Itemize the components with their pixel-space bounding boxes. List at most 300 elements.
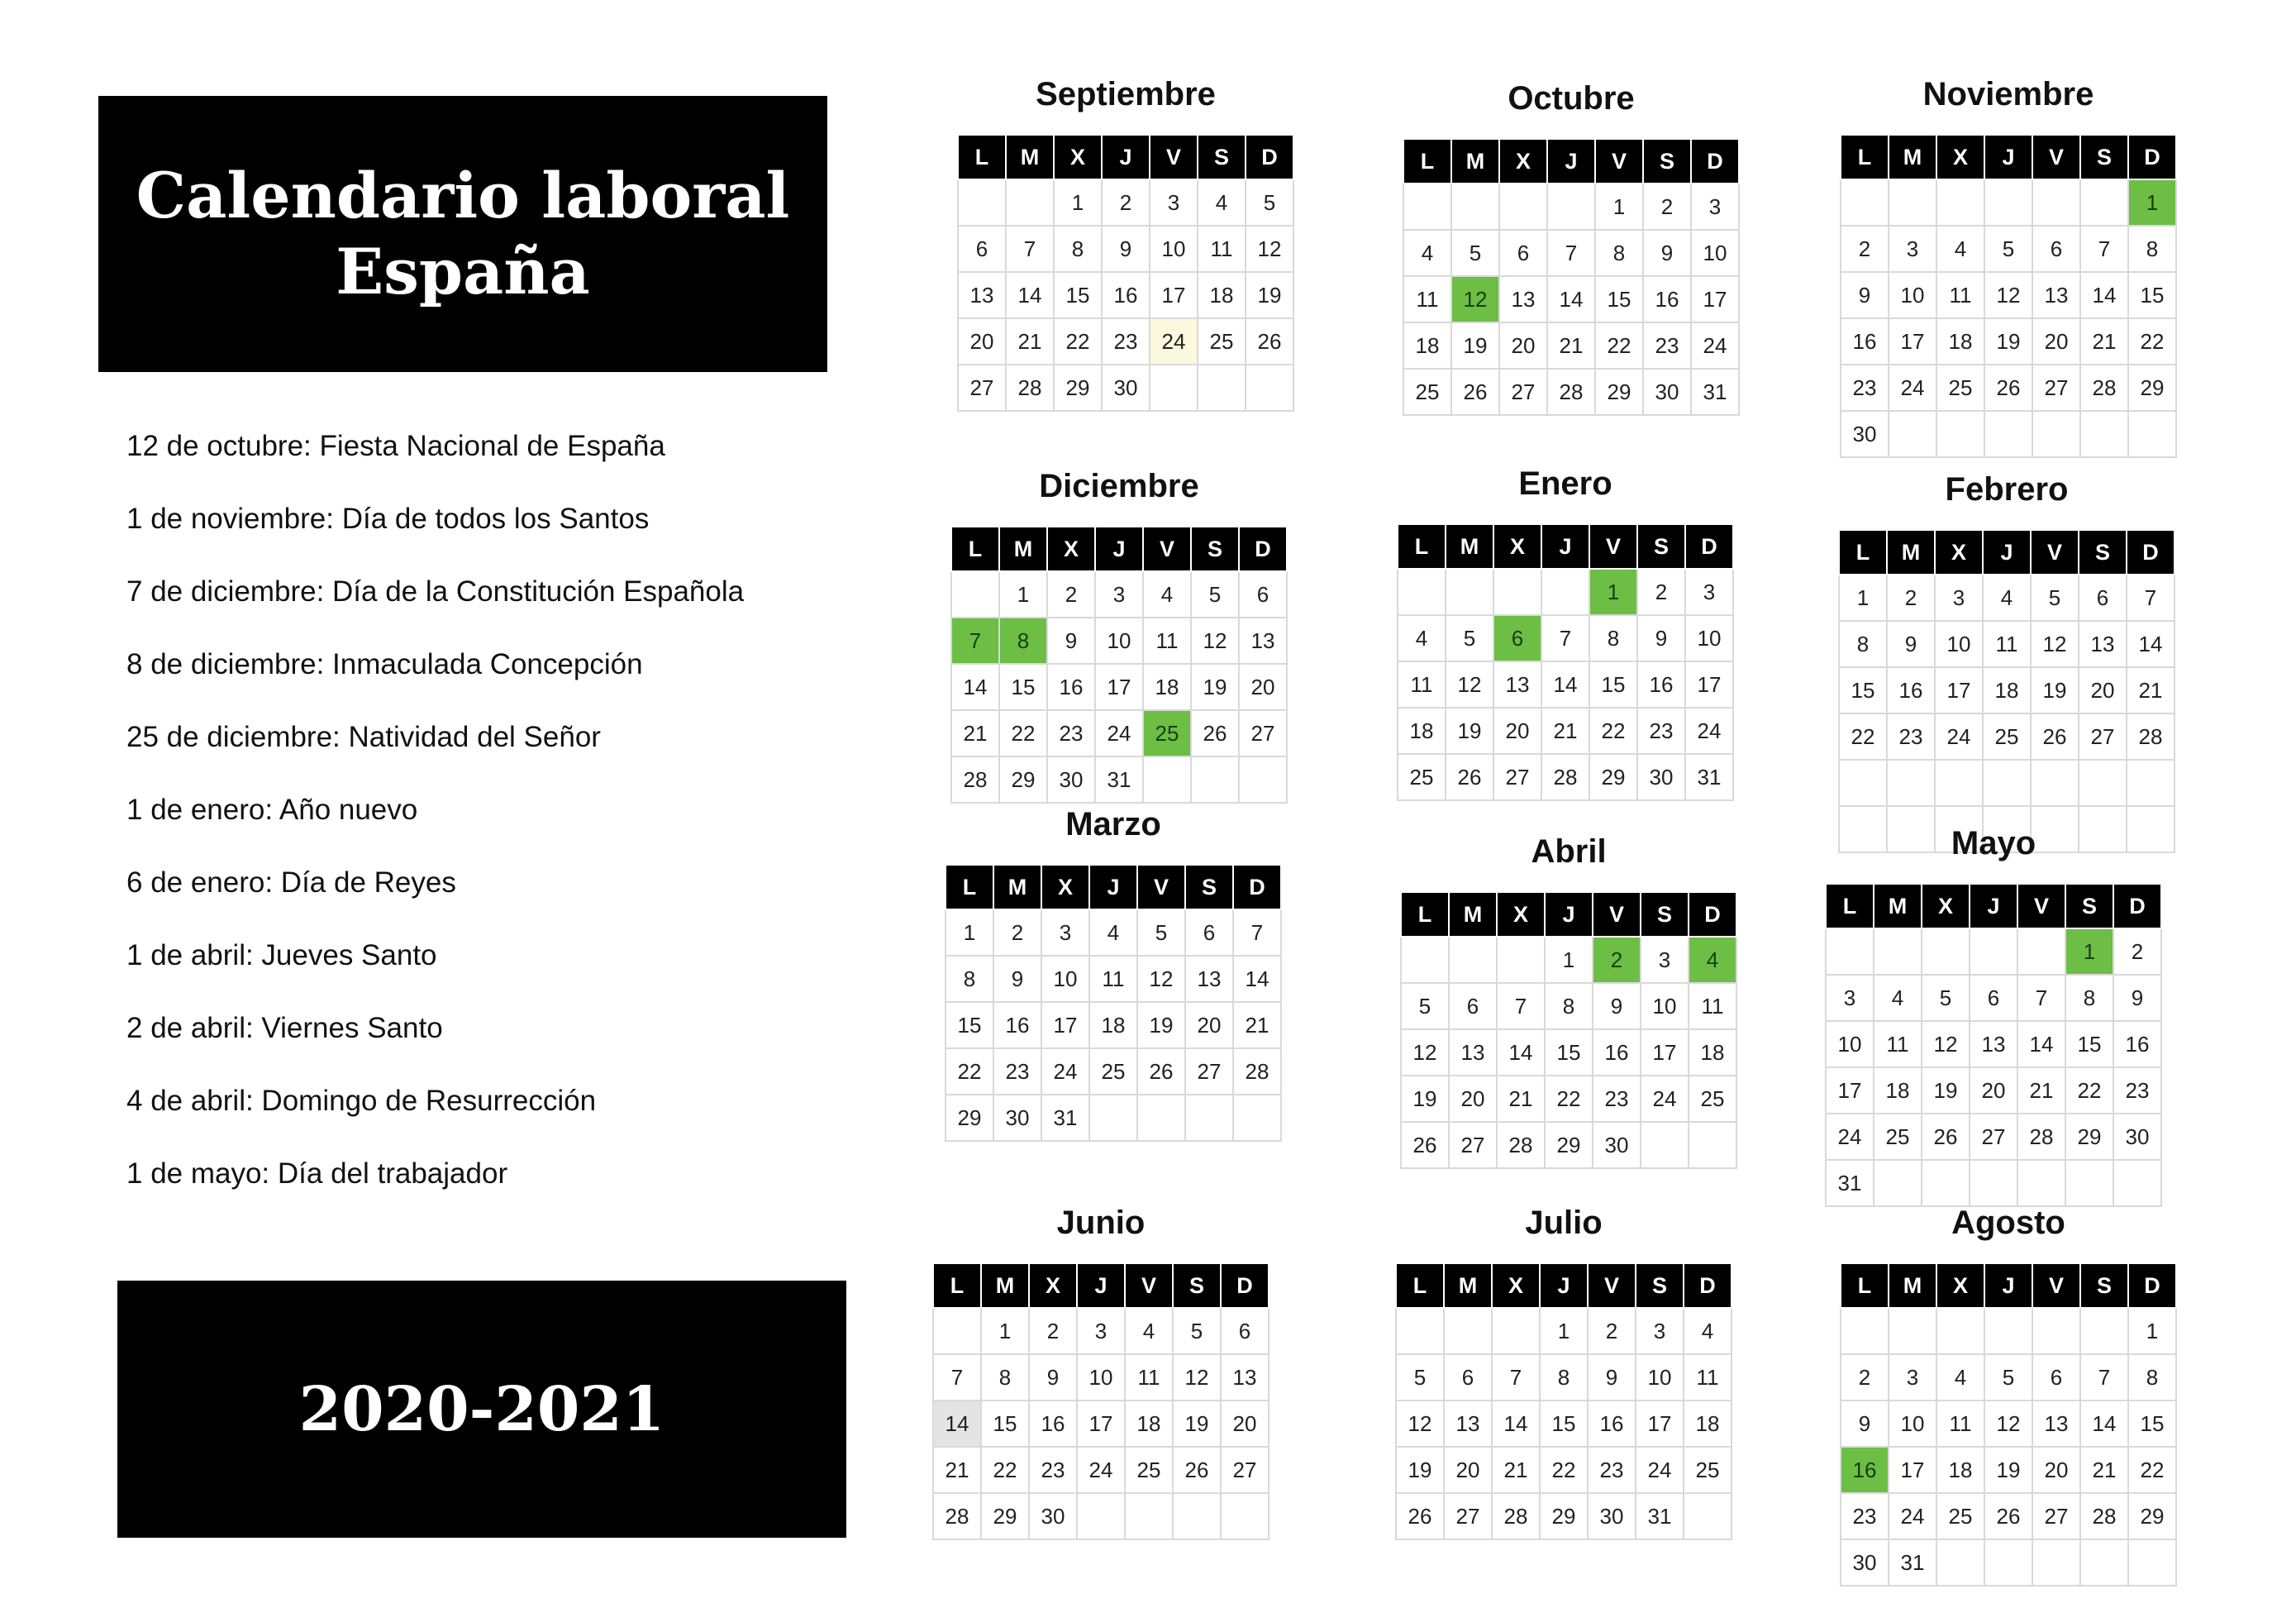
week-row: [1841, 1493, 2176, 1539]
day-cell: 1: [2128, 179, 2176, 226]
month-calendar: [1395, 1205, 1732, 1540]
day-cell: 19: [1446, 708, 1493, 754]
day-cell: 15: [1540, 1400, 1588, 1447]
month-calendar: [950, 468, 1288, 804]
day-cell: 23: [1102, 318, 1150, 365]
day-cell: 4: [1198, 179, 1246, 226]
weekday-label: D: [1691, 139, 1739, 184]
month-grid: [1397, 523, 1734, 801]
day-cell: 18: [1403, 322, 1451, 369]
week-row: [1398, 569, 1733, 615]
day-cell: 21: [1492, 1447, 1540, 1493]
weekday-label: J: [1077, 1263, 1125, 1308]
week-row: [1826, 1021, 2161, 1067]
day-cell: 20: [1493, 708, 1541, 754]
day-cell: 26: [1446, 754, 1493, 800]
empty-cell: [1874, 1160, 1922, 1206]
day-cell: 7: [933, 1354, 981, 1400]
day-cell: 28: [1492, 1493, 1540, 1539]
day-cell: 5: [1191, 571, 1239, 618]
day-cell: 19: [1137, 1002, 1185, 1048]
month-calendar: [1838, 471, 2175, 853]
empty-cell: [1922, 928, 1970, 975]
day-cell: 28: [2080, 1493, 2128, 1539]
day-cell: 8: [1054, 226, 1102, 272]
day-cell: 20: [1185, 1002, 1233, 1048]
empty-cell: [1191, 756, 1239, 803]
weekday-label: D: [1684, 1263, 1732, 1308]
empty-cell: [1150, 365, 1198, 411]
month-grid: [1840, 1262, 2177, 1587]
empty-cell: [1841, 1308, 1889, 1354]
weekday-label: D: [1239, 527, 1287, 571]
day-cell: 3: [1691, 184, 1739, 230]
day-cell: 5: [1401, 983, 1449, 1029]
empty-cell: [2032, 179, 2080, 226]
holiday-item: 25 de diciembre: Natividad del Señor: [126, 721, 601, 753]
day-cell: 12: [1396, 1400, 1444, 1447]
day-cell: 23: [1588, 1447, 1636, 1493]
day-cell: 4: [1983, 575, 2031, 621]
weekday-label: L: [933, 1263, 981, 1308]
empty-cell: [1841, 179, 1889, 226]
month-grid: [932, 1262, 1269, 1540]
day-cell: 25: [1689, 1076, 1736, 1122]
empty-cell: [1137, 1095, 1185, 1141]
day-cell: 8: [1595, 230, 1643, 276]
month-calendar: [957, 76, 1294, 412]
day-cell: 19: [1922, 1067, 1970, 1114]
day-cell: 25: [1936, 1493, 1984, 1539]
day-cell: 24: [1150, 318, 1198, 365]
month-name: Julio: [1525, 1205, 1603, 1241]
month-grid: [945, 864, 1282, 1142]
weekday-label: S: [1191, 527, 1239, 571]
week-row: [1403, 184, 1739, 230]
weekday-label: V: [2017, 884, 2065, 928]
day-cell: 10: [1041, 956, 1089, 1002]
day-cell: 1: [1054, 179, 1102, 226]
empty-cell: [1936, 179, 1984, 226]
day-cell: 20: [2032, 1447, 2080, 1493]
day-cell: 27: [1239, 710, 1287, 756]
day-cell: 24: [1636, 1447, 1684, 1493]
day-cell: 14: [1541, 661, 1589, 708]
weekday-header-row: [1396, 1263, 1732, 1308]
day-cell: 22: [2128, 1447, 2176, 1493]
empty-cell: [1839, 760, 1887, 806]
day-cell: 7: [1497, 983, 1545, 1029]
day-cell: 15: [999, 664, 1047, 710]
empty-cell: [1403, 184, 1451, 230]
day-cell: 8: [1839, 621, 1887, 667]
title-line-1: Calendario laboral: [136, 159, 790, 232]
month-grid: [1403, 138, 1740, 416]
day-cell: 31: [1889, 1539, 1936, 1586]
day-cell: 3: [1636, 1308, 1684, 1354]
day-cell: 17: [1826, 1067, 1874, 1114]
day-cell: 14: [1492, 1400, 1540, 1447]
day-cell: 11: [1936, 272, 1984, 318]
day-cell: 8: [1589, 615, 1637, 661]
holiday-item: 7 de diciembre: Día de la Constitución Española: [126, 575, 745, 608]
day-cell: 10: [1935, 621, 1983, 667]
month-name: Abril: [1531, 833, 1607, 870]
day-cell: 16: [1047, 664, 1095, 710]
weekday-label: L: [946, 865, 993, 909]
month-calendar: [1840, 1205, 2177, 1587]
weekday-label: L: [958, 135, 1006, 179]
weekday-label: S: [2065, 884, 2113, 928]
day-cell: 10: [1691, 230, 1739, 276]
empty-cell: [1499, 184, 1547, 230]
day-cell: 2: [2113, 928, 2161, 975]
day-cell: 4: [1143, 571, 1191, 618]
day-cell: 19: [1984, 1447, 2032, 1493]
weekday-label: X: [1041, 865, 1089, 909]
day-cell: 22: [1839, 713, 1887, 760]
day-cell: 13: [958, 272, 1006, 318]
week-row: [1398, 754, 1733, 800]
day-cell: 21: [1541, 708, 1589, 754]
day-cell: 25: [1936, 365, 1984, 411]
week-row: [951, 571, 1287, 618]
day-cell: 10: [1685, 615, 1733, 661]
weekday-header-row: [946, 865, 1281, 909]
weekday-label: X: [1935, 530, 1983, 575]
day-cell: 22: [981, 1447, 1029, 1493]
week-row: [1403, 369, 1739, 415]
weekday-label: S: [2080, 135, 2128, 179]
weekday-label: X: [1922, 884, 1970, 928]
day-cell: 8: [2128, 226, 2176, 272]
week-row: [1841, 179, 2176, 226]
weekday-label: M: [1449, 892, 1497, 937]
empty-cell: [1641, 1122, 1689, 1168]
weekday-label: M: [1446, 524, 1493, 569]
day-cell: 12: [1984, 272, 2032, 318]
day-cell: 15: [2128, 272, 2176, 318]
day-cell: 17: [1641, 1029, 1689, 1076]
weekday-header-row: [1826, 884, 2161, 928]
weekday-label: D: [2128, 1263, 2176, 1308]
day-cell: 12: [2031, 621, 2079, 667]
day-cell: 2: [1102, 179, 1150, 226]
day-cell: 18: [1689, 1029, 1736, 1076]
day-cell: 8: [981, 1354, 1029, 1400]
empty-cell: [1497, 937, 1545, 983]
day-cell: 26: [1984, 1493, 2032, 1539]
day-cell: 8: [2128, 1354, 2176, 1400]
weekday-label: J: [1102, 135, 1150, 179]
holiday-item: 1 de abril: Jueves Santo: [126, 939, 437, 971]
day-cell: 21: [1497, 1076, 1545, 1122]
holiday-item: 1 de enero: Año nuevo: [126, 794, 418, 826]
day-cell: 7: [2127, 575, 2175, 621]
day-cell: 6: [1185, 909, 1233, 956]
day-cell: 12: [1922, 1021, 1970, 1067]
day-cell: 24: [1826, 1114, 1874, 1160]
day-cell: 23: [1593, 1076, 1641, 1122]
day-cell: 13: [1449, 1029, 1497, 1076]
day-cell: 9: [993, 956, 1041, 1002]
day-cell: 26: [1451, 369, 1499, 415]
day-cell: 10: [1095, 618, 1143, 664]
weekday-label: D: [2113, 884, 2161, 928]
month-grid: [950, 526, 1288, 804]
weekday-label: V: [1589, 524, 1637, 569]
empty-cell: [1922, 1160, 1970, 1206]
weekday-label: X: [1029, 1263, 1077, 1308]
week-row: [1403, 276, 1739, 322]
day-cell: 26: [1137, 1048, 1185, 1095]
weekday-label: J: [1983, 530, 2031, 575]
month-calendar: [1403, 80, 1740, 416]
day-cell: 11: [1089, 956, 1137, 1002]
title-box: [98, 96, 827, 372]
day-cell: 12: [1984, 1400, 2032, 1447]
empty-cell: [1936, 411, 1984, 457]
empty-cell: [2017, 1160, 2065, 1206]
empty-cell: [2080, 411, 2128, 457]
day-cell: 4: [1936, 226, 1984, 272]
weekday-header-row: [933, 1263, 1269, 1308]
day-cell: 10: [1150, 226, 1198, 272]
day-cell: 21: [1547, 322, 1595, 369]
day-cell: 22: [2065, 1067, 2113, 1114]
month-calendar: [1397, 465, 1734, 801]
week-row: [933, 1493, 1269, 1539]
weekday-label: S: [1198, 135, 1246, 179]
day-cell: 2: [1637, 569, 1685, 615]
day-cell: 17: [1935, 667, 1983, 713]
day-cell: 19: [2031, 667, 2079, 713]
empty-cell: [2031, 760, 2079, 806]
day-cell: 1: [946, 909, 993, 956]
day-cell: 21: [1006, 318, 1054, 365]
week-row: [933, 1400, 1269, 1447]
weekday-label: V: [1150, 135, 1198, 179]
week-row: [1826, 928, 2161, 975]
weekday-label: L: [1826, 884, 1874, 928]
day-cell: 16: [2113, 1021, 2161, 1067]
weekday-label: X: [1936, 1263, 1984, 1308]
week-row: [1841, 365, 2176, 411]
month-calendar: [1400, 833, 1737, 1169]
day-cell: 7: [951, 618, 999, 664]
empty-cell: [1446, 569, 1493, 615]
empty-cell: [2080, 1539, 2128, 1586]
day-cell: 20: [2079, 667, 2127, 713]
weekday-label: X: [1493, 524, 1541, 569]
day-cell: 27: [1449, 1122, 1497, 1168]
day-cell: 11: [1143, 618, 1191, 664]
weekday-label: M: [1889, 135, 1936, 179]
holiday-item: 4 de abril: Domingo de Resurrección: [126, 1085, 597, 1117]
empty-cell: [1493, 569, 1541, 615]
day-cell: 8: [1540, 1354, 1588, 1400]
empty-cell: [1970, 928, 2017, 975]
day-cell: 6: [2079, 575, 2127, 621]
empty-cell: [1492, 1308, 1540, 1354]
weekday-header-row: [958, 135, 1293, 179]
day-cell: 1: [1595, 184, 1643, 230]
empty-cell: [1185, 1095, 1233, 1141]
day-cell: 11: [1403, 276, 1451, 322]
month-name: Mayo: [1951, 825, 2036, 861]
weekday-label: M: [1887, 530, 1935, 575]
weekday-label: L: [1841, 1263, 1889, 1308]
day-cell: 6: [1449, 983, 1497, 1029]
day-cell: 24: [1935, 713, 1983, 760]
day-cell: 30: [1841, 1539, 1889, 1586]
day-cell: 23: [1047, 710, 1095, 756]
day-cell: 11: [1874, 1021, 1922, 1067]
day-cell: 14: [1006, 272, 1054, 318]
weekday-label: L: [1396, 1263, 1444, 1308]
week-row: [1841, 1539, 2176, 1586]
empty-cell: [1984, 411, 2032, 457]
empty-cell: [1984, 1539, 2032, 1586]
month-grid: [1825, 883, 2162, 1207]
day-cell: 10: [1636, 1354, 1684, 1400]
day-cell: 30: [1047, 756, 1095, 803]
empty-cell: [1239, 756, 1287, 803]
day-cell: 3: [1095, 571, 1143, 618]
day-cell: 5: [2031, 575, 2079, 621]
day-cell: 28: [1541, 754, 1589, 800]
day-cell: 17: [1889, 318, 1936, 365]
day-cell: 16: [1887, 667, 1935, 713]
empty-cell: [2032, 1308, 2080, 1354]
day-cell: 11: [1125, 1354, 1173, 1400]
day-cell: 27: [2032, 1493, 2080, 1539]
week-row: [1396, 1493, 1732, 1539]
day-cell: 22: [2128, 318, 2176, 365]
week-row: [1396, 1447, 1732, 1493]
empty-cell: [2065, 1160, 2113, 1206]
day-cell: 14: [1547, 276, 1595, 322]
weekday-header-row: [1839, 530, 2175, 575]
day-cell: 16: [1643, 276, 1691, 322]
day-cell: 27: [1499, 369, 1547, 415]
day-cell: 14: [2127, 621, 2175, 667]
holiday-item: 1 de mayo: Día del trabajador: [126, 1157, 508, 1190]
day-cell: 7: [2080, 1354, 2128, 1400]
day-cell: 20: [1444, 1447, 1492, 1493]
day-cell: 19: [1401, 1076, 1449, 1122]
day-cell: 13: [2032, 272, 2080, 318]
weekday-label: V: [1588, 1263, 1636, 1308]
day-cell: 25: [1089, 1048, 1137, 1095]
week-row: [1839, 621, 2175, 667]
week-row: [946, 1048, 1281, 1095]
day-cell: 29: [2128, 365, 2176, 411]
weekday-label: J: [1547, 139, 1595, 184]
weekday-label: V: [2032, 1263, 2080, 1308]
day-cell: 6: [2032, 226, 2080, 272]
day-cell: 15: [2128, 1400, 2176, 1447]
week-row: [1401, 1029, 1736, 1076]
day-cell: 2: [1593, 937, 1641, 983]
day-cell: 11: [1983, 621, 2031, 667]
weekday-label: L: [1839, 530, 1887, 575]
weekday-label: D: [1689, 892, 1736, 937]
empty-cell: [1984, 1308, 2032, 1354]
day-cell: 1: [1839, 575, 1887, 621]
day-cell: 15: [1545, 1029, 1593, 1076]
week-row: [1396, 1308, 1732, 1354]
day-cell: 28: [2127, 713, 2175, 760]
empty-cell: [2080, 179, 2128, 226]
month-grid: [1400, 891, 1737, 1169]
week-row: [1839, 575, 2175, 621]
day-cell: 13: [1239, 618, 1287, 664]
day-cell: 6: [1493, 615, 1541, 661]
day-cell: 11: [1198, 226, 1246, 272]
day-cell: 9: [1102, 226, 1150, 272]
weekday-label: X: [1936, 135, 1984, 179]
day-cell: 27: [1493, 754, 1541, 800]
weekday-label: X: [1497, 892, 1545, 937]
week-row: [1841, 272, 2176, 318]
day-cell: 13: [1499, 276, 1547, 322]
month-calendar: [945, 806, 1282, 1142]
day-cell: 17: [1150, 272, 1198, 318]
day-cell: 27: [1444, 1493, 1492, 1539]
day-cell: 19: [1191, 664, 1239, 710]
day-cell: 4: [1936, 1354, 1984, 1400]
day-cell: 13: [1970, 1021, 2017, 1067]
empty-cell: [958, 179, 1006, 226]
weekday-label: M: [1874, 884, 1922, 928]
day-cell: 27: [2032, 365, 2080, 411]
empty-cell: [1449, 937, 1497, 983]
day-cell: 21: [951, 710, 999, 756]
week-row: [958, 226, 1293, 272]
day-cell: 27: [1185, 1048, 1233, 1095]
empty-cell: [1444, 1308, 1492, 1354]
day-cell: 30: [2113, 1114, 2161, 1160]
day-cell: 1: [2128, 1308, 2176, 1354]
month-name: Noviembre: [1922, 76, 2094, 112]
weekday-header-row: [1401, 892, 1736, 937]
day-cell: 1: [1540, 1308, 1588, 1354]
month-name: Octubre: [1508, 80, 1635, 117]
day-cell: 8: [2065, 975, 2113, 1021]
week-row: [1841, 318, 2176, 365]
weekday-label: D: [1221, 1263, 1269, 1308]
day-cell: 31: [1691, 369, 1739, 415]
day-cell: 24: [1889, 365, 1936, 411]
weekday-label: V: [1595, 139, 1643, 184]
month-calendar: [932, 1205, 1269, 1540]
empty-cell: [1826, 928, 1874, 975]
day-cell: 29: [1540, 1493, 1588, 1539]
day-cell: 6: [2032, 1354, 2080, 1400]
weekday-label: D: [2127, 530, 2175, 575]
empty-cell: [1889, 411, 1936, 457]
weekday-header-row: [951, 527, 1287, 571]
day-cell: 22: [1054, 318, 1102, 365]
week-row: [1841, 411, 2176, 457]
day-cell: 26: [1246, 318, 1293, 365]
day-cell: 23: [993, 1048, 1041, 1095]
empty-cell: [1125, 1493, 1173, 1539]
empty-cell: [1983, 760, 2031, 806]
day-cell: 13: [1185, 956, 1233, 1002]
weekday-label: M: [1444, 1263, 1492, 1308]
